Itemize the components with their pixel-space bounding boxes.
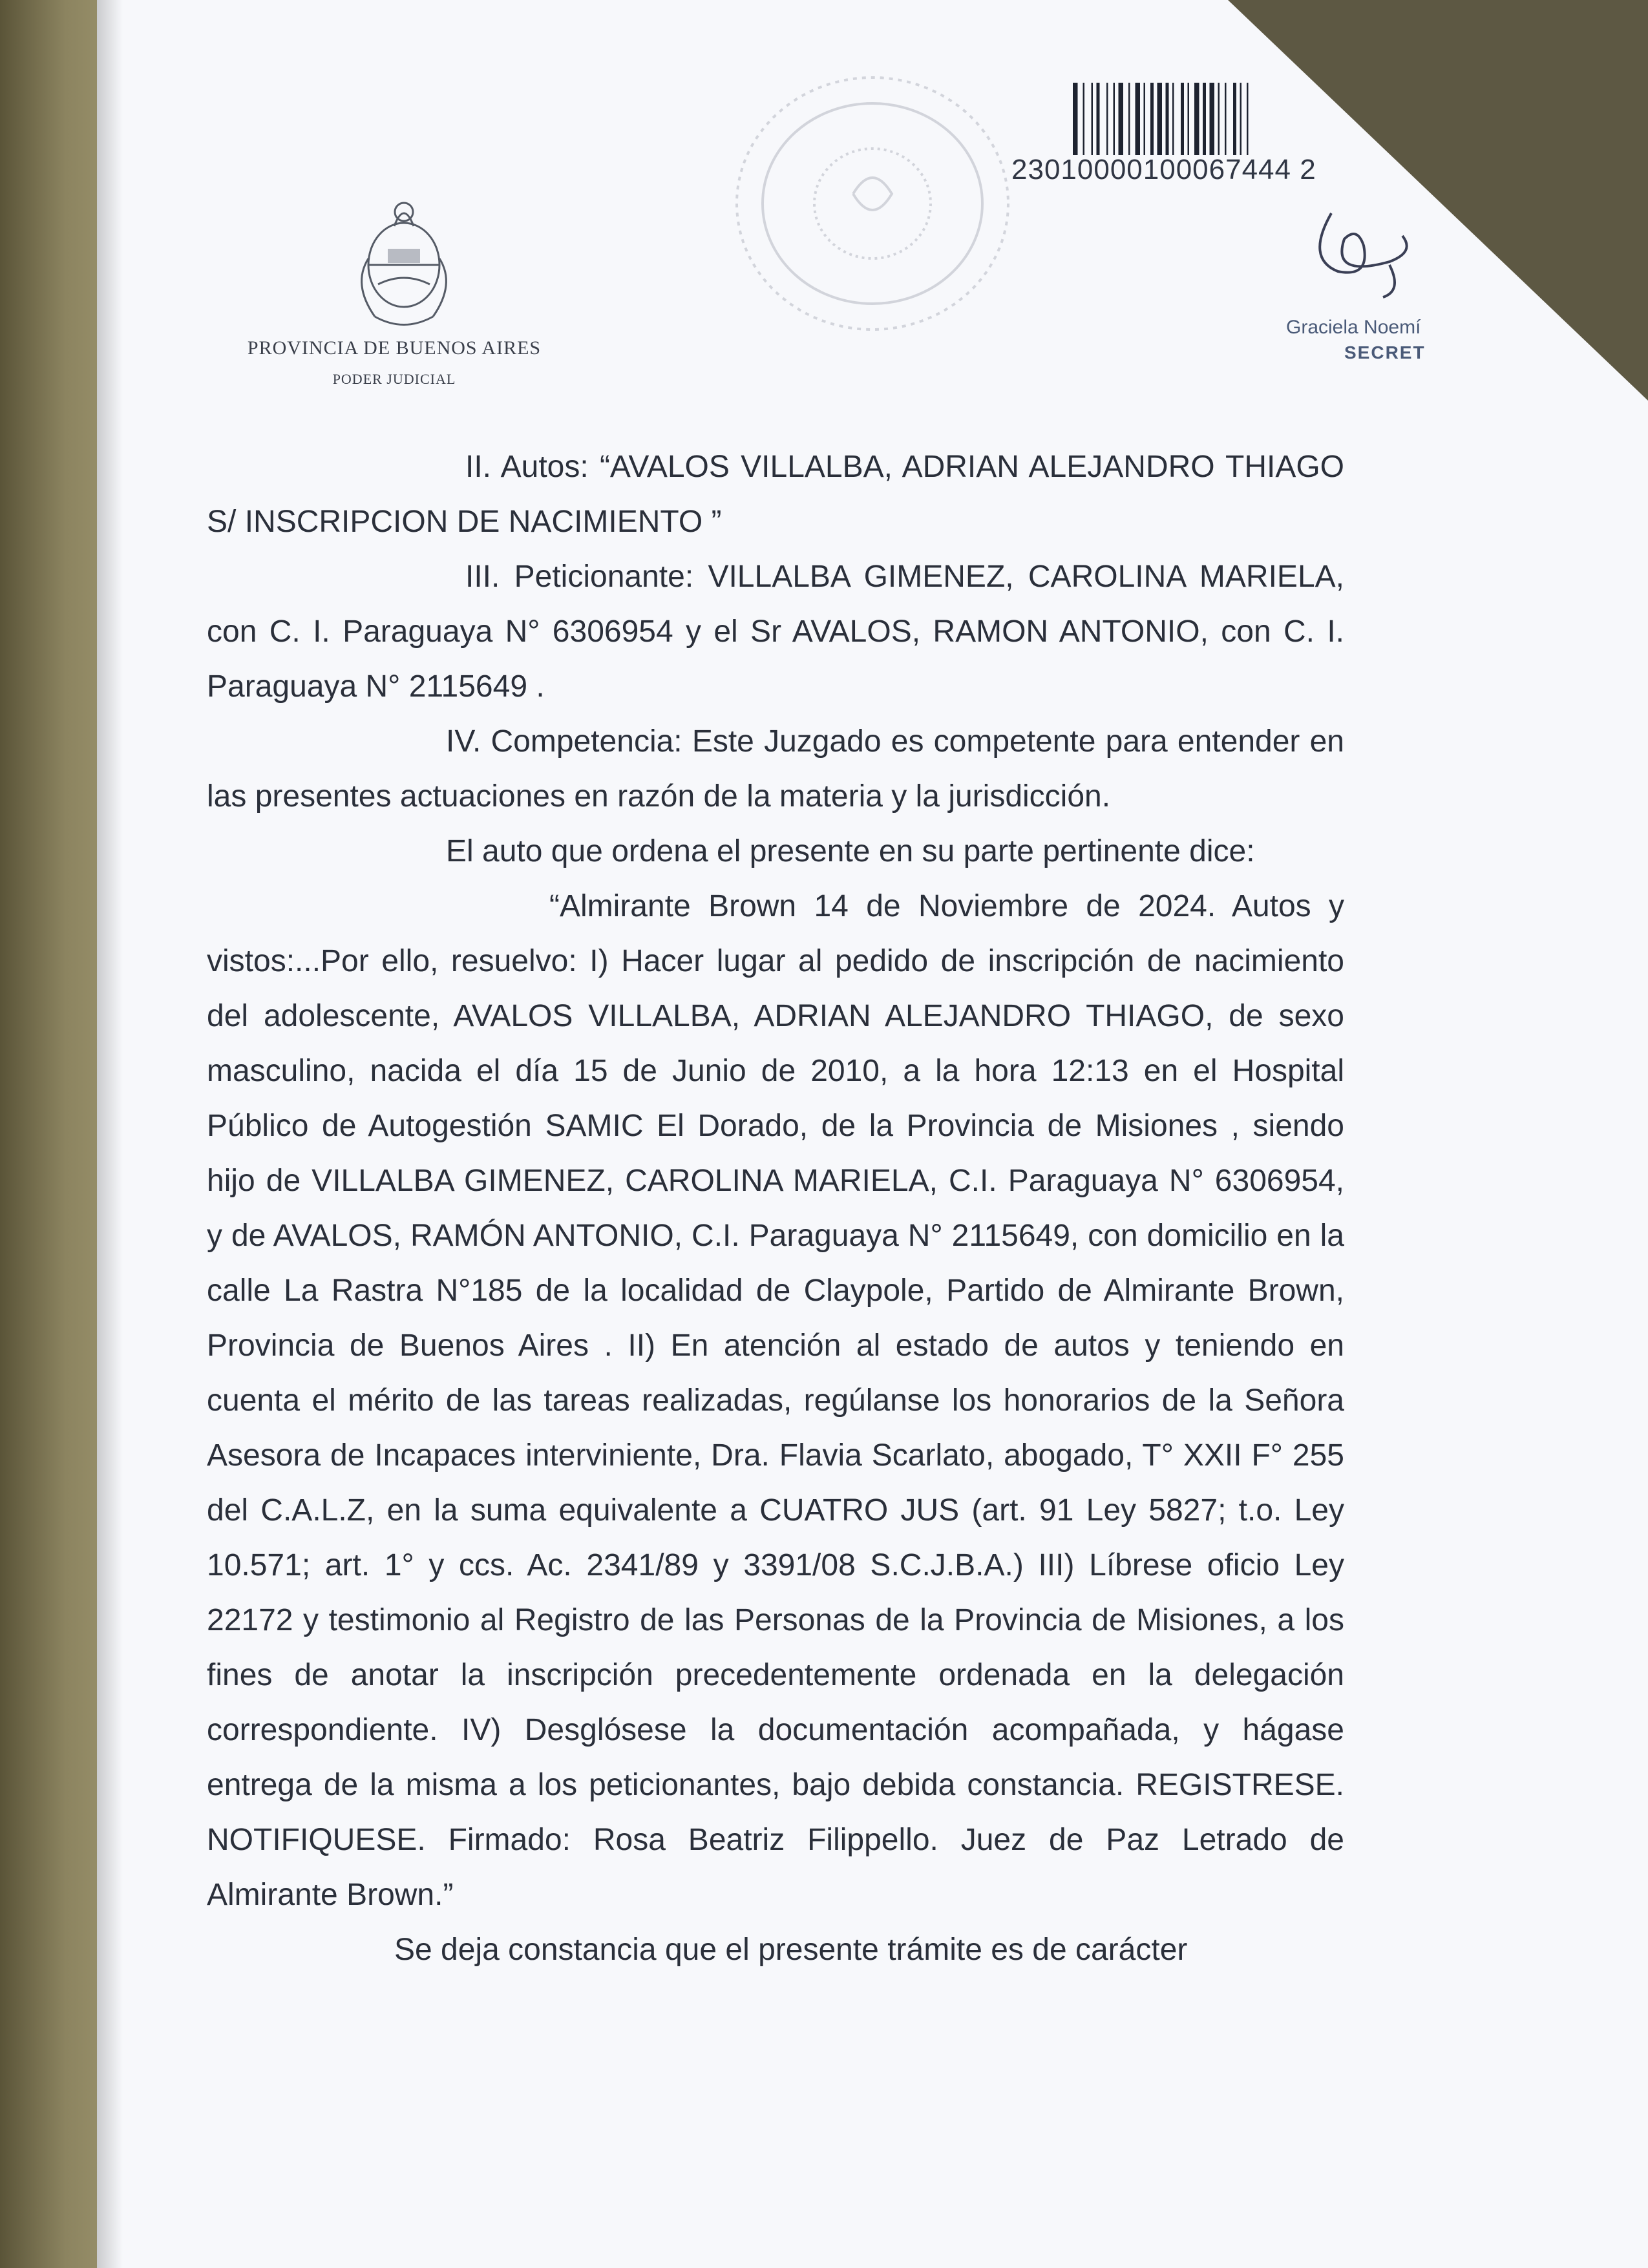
- stamp-name: Graciela Noemí: [1286, 317, 1421, 338]
- institution-name: PODER JUDICIAL: [332, 371, 456, 387]
- petitioner-paragraph: III. Peticionante: VILLALBA GIMENEZ, CAROLINA MARIELA, con C. I. Paraguaya N° 6306954 y el Sr AVALOS, RAMON ANTONIO, con C. I. Paraguaya N° 2115649 .: [207, 560, 1344, 704]
- autos-paragraph: II. Autos: “AVALOS VILLALBA, ADRIAN ALEJANDRO THIAGO S/ INSCRIPCION DE NACIMIENTO ”: [207, 450, 1344, 539]
- barcode-icon: [1073, 83, 1312, 155]
- coat-of-arms-icon: [349, 187, 459, 336]
- closing-paragraph: Se deja constancia que el presente trámite es de carácter: [394, 1933, 1188, 1967]
- barcode-number: 23010000100067444 2: [1011, 154, 1316, 185]
- order-intro-paragraph: El auto que ordena el presente en su parte pertinente dice:: [446, 834, 1255, 868]
- stamp-role: SECRET: [1344, 342, 1426, 362]
- page-edge-shadow: [97, 0, 123, 2268]
- province-name: PROVINCIA DE BUENOS AIRES: [247, 337, 542, 359]
- signature-icon: [1293, 200, 1435, 304]
- embossed-seal-icon: [724, 65, 1021, 342]
- jurisdiction-paragraph: IV. Competencia: Este Juzgado es competente para entender en las presentes actuaciones en razón de la materia y la jurisdicción.: [207, 724, 1344, 814]
- document-body: [207, 439, 1344, 1977]
- court-order-paragraph: “Almirante Brown 14 de Noviembre de 2024. Autos y vistos:...Por ello, resuelvo: I) Hacer lugar al pedido de inscripción de nacimiento del adolescente, AVALOS VILLALBA, ADRIAN ALEJANDRO THIAGO, de sexo masculino, nacida el día 15 de Junio de 2010, a la hora 12:13 en el Hospital Público de Autogestión SAMIC El Dorado, de la Provincia de Misiones , siendo hijo de VILLALBA GIMENEZ, CAROLINA MARIELA, C.I. Paraguaya N° 6306954, y de AVALOS, RAMÓN ANTONIO, C.I. Paraguaya N° 2115649, con domicilio en la calle La Rastra N°185 de la localidad de Claypole, Partido de Almirante Brown, Provincia de Buenos Aires . II) En atención al estado de autos y teniendo en cuenta el mérito de las tareas realizadas, regúlanse los honorarios de la Señora Asesora de Incapaces interviniente, Dra. Flavia Scarlato, abogado, T° XXII F° 255 del C.A.L.Z, en la suma equivalente a CUATRO JUS (art. 91 Ley 5827; t.o. Ley 10.571; art. 1° y ccs. Ac. 2341/89 y 3391/08 S.C.J.B.A.) III) Líbrese oficio Ley 22172 y testimonio al Registro de las Personas de la Provincia de Misiones, a los fines de anotar la inscripción precedentemente ordenada en la delegación correspondiente. IV) Desglósese la documentación acompañada, y hágase entrega de la misma a los peticionantes, bajo debida constancia. REGISTRESE. NOTIFIQUESE. Firmado: Rosa Beatriz Filippello. Juez de Paz Letrado de Almirante Brown.”: [207, 889, 1344, 1912]
